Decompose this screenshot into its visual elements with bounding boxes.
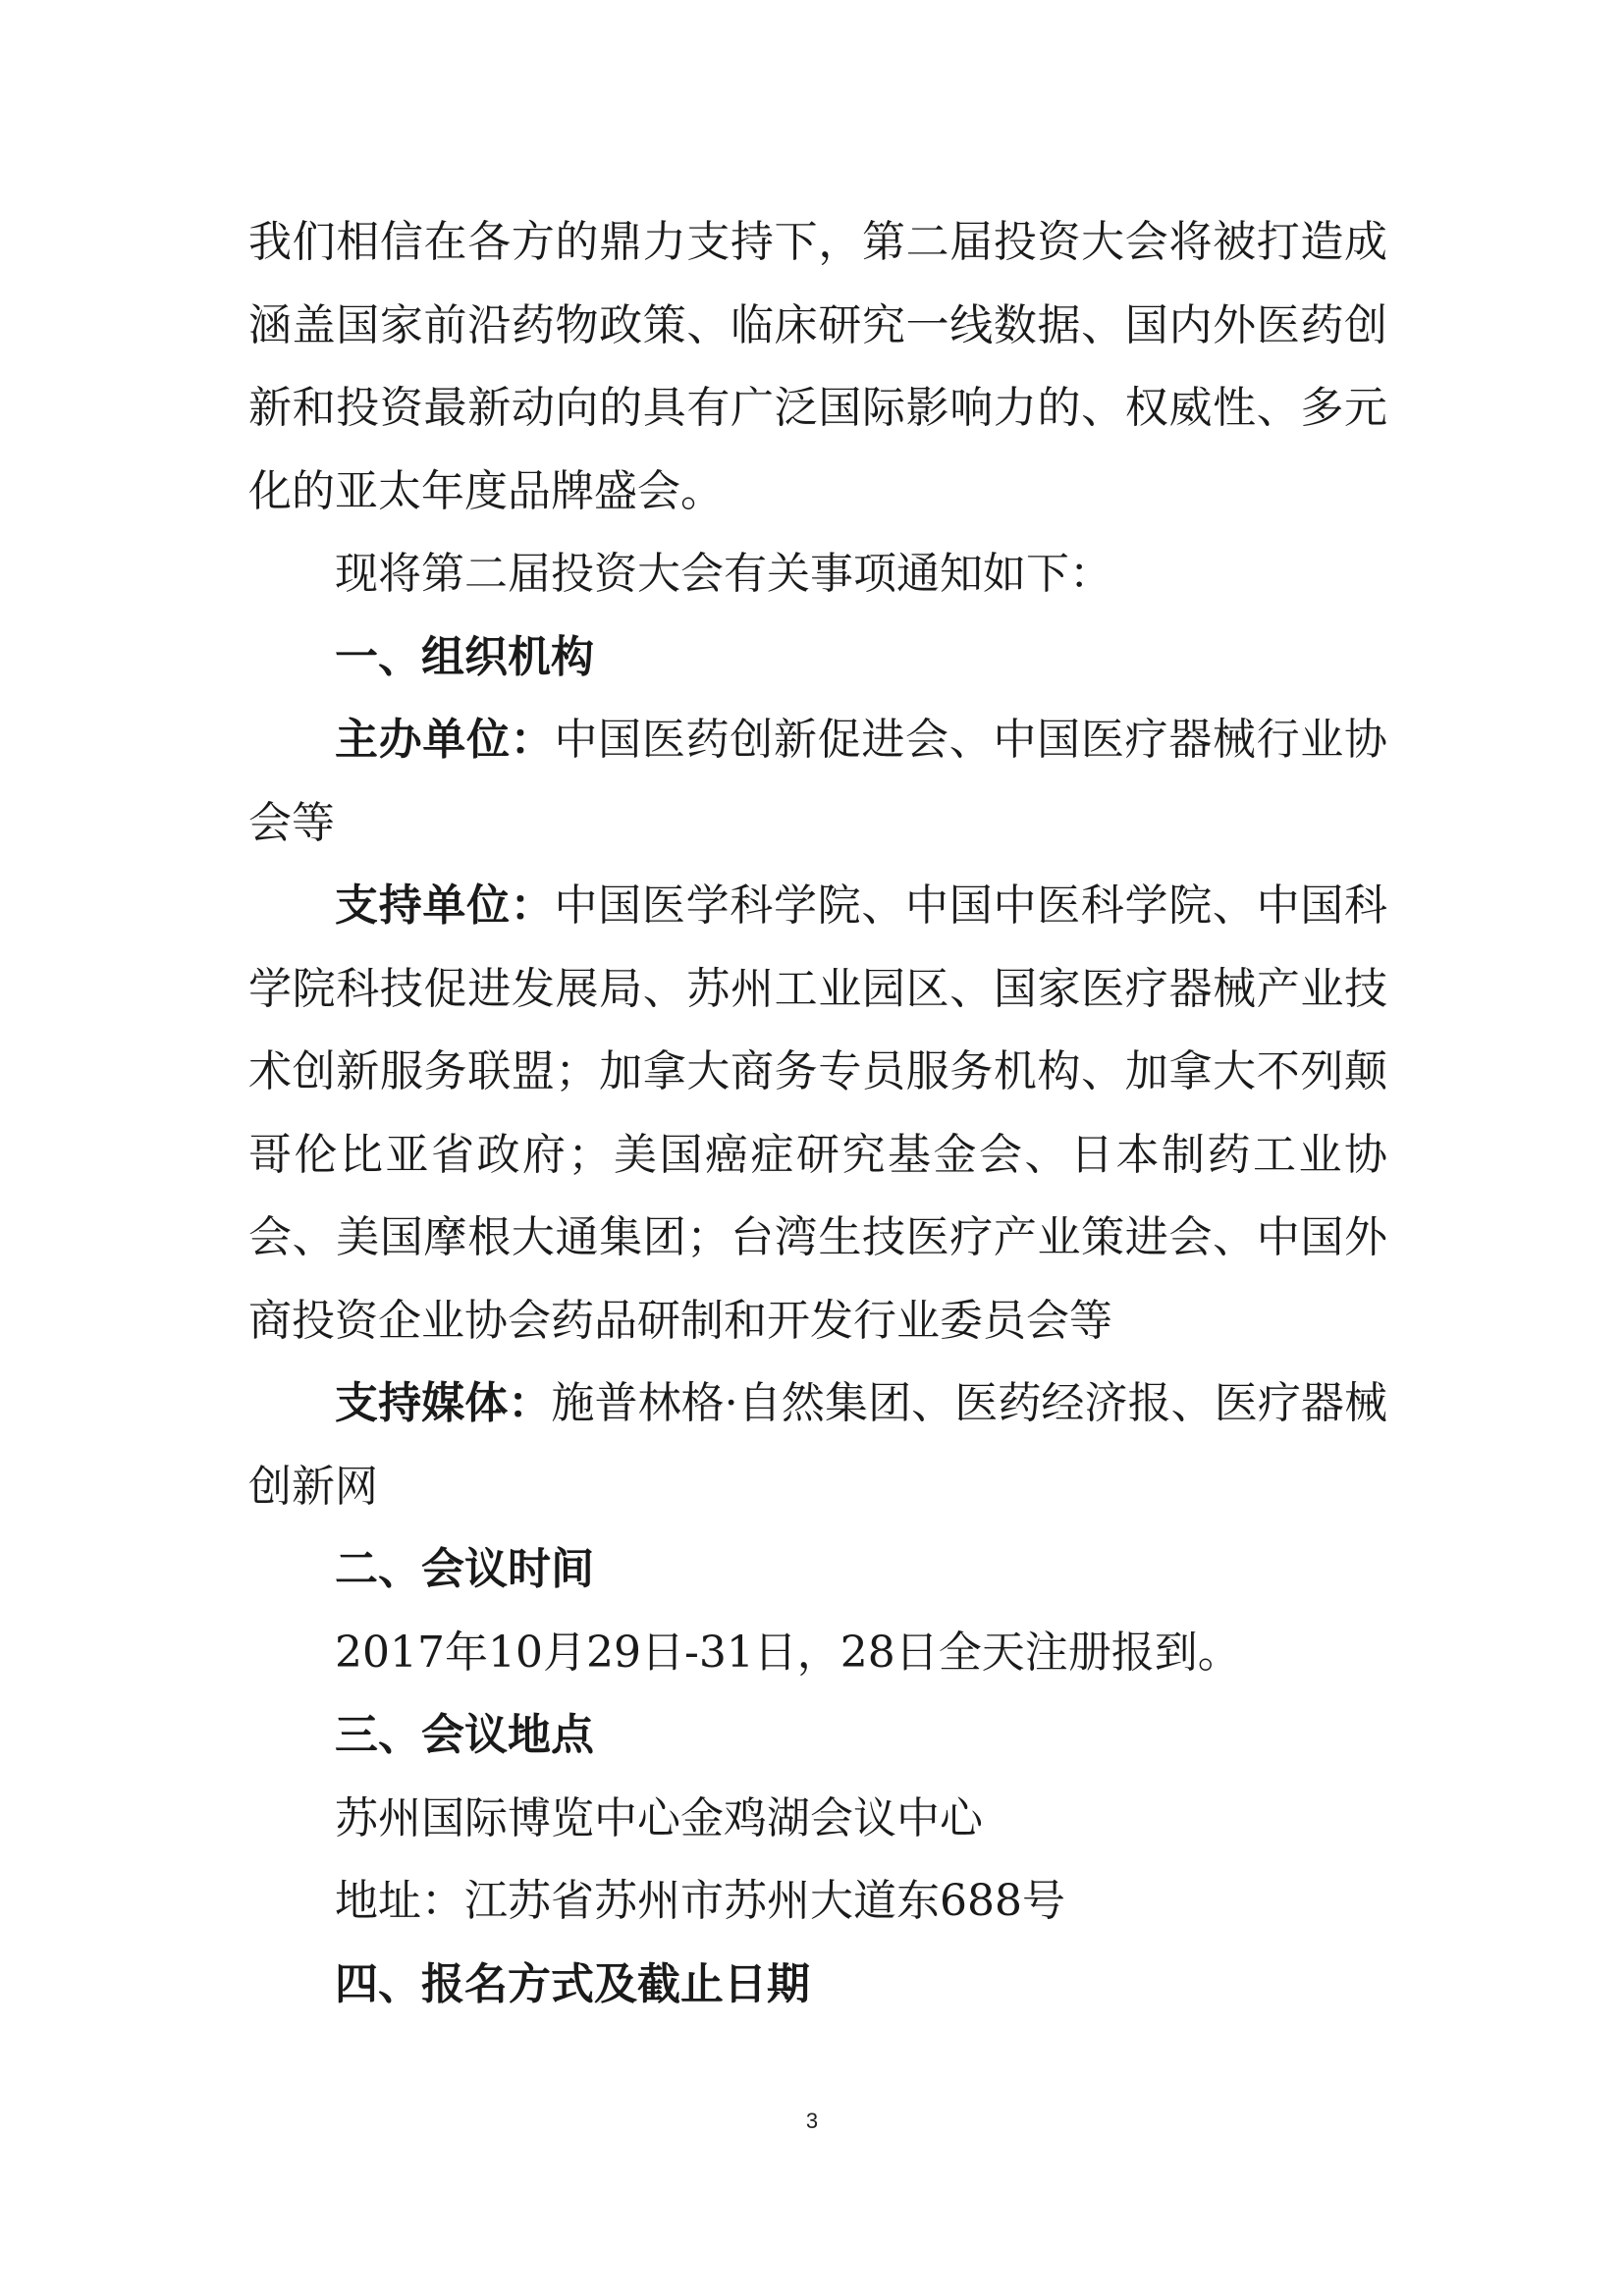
page-number: 3	[805, 2109, 819, 2133]
section-heading-venue: 三、会议地点	[335, 1710, 594, 1760]
section-heading-organization: 一、组织机构	[335, 631, 594, 682]
notice-paragraph: 现将第二届投资大会有关事项通知如下：	[335, 549, 1112, 599]
host-text: 中国医药创新促进会、中国医疗器械行业协会等	[248, 715, 1388, 848]
host-paragraph	[248, 699, 1387, 865]
section-heading-registration: 四、报名方式及截止日期	[335, 1958, 810, 2009]
intro-paragraph: 我们相信在各方的鼎力支持下，第二届投资大会将被打造成涵盖国家前沿药物政策、临床研究一线数据、国内外医药创新和投资最新动向的具有广泛国际影响力的、权威性、多元化的亚太年度品牌盛会。	[248, 217, 1387, 516]
time-paragraph: 2017年10月29日-31日，28日全天注册报到。	[335, 1627, 1241, 1678]
media-text: 施普林格·自然集团、医药经济报、医疗器械创新网	[248, 1378, 1387, 1512]
support-paragraph	[248, 865, 1387, 1362]
section-heading-time: 二、会议时间	[335, 1544, 594, 1594]
media-paragraph	[248, 1362, 1387, 1528]
venue-name: 苏州国际博览中心金鸡湖会议中心	[335, 1792, 983, 1843]
support-text: 中国医学科学院、中国中医科学院、中国科学院科技促进发展局、苏州工业园区、国家医疗器械产业技术创新服务联盟；加拿大商务专员服务机构、加拿大不列颠哥伦比亚省政府；美国癌症研究基金会、日本制药工业协会、美国摩根大通集团；台湾生技医疗产业策进会、中国外商投资企业协会药品研制和开发行业委员会等	[248, 881, 1388, 1346]
support-label: 支持单位：	[335, 881, 555, 931]
document-body	[248, 201, 1387, 2026]
venue-address: 地址：江苏省苏州市苏州大道东688号	[335, 1876, 1065, 1926]
media-label: 支持媒体：	[335, 1378, 552, 1428]
host-label: 主办单位：	[335, 715, 555, 765]
